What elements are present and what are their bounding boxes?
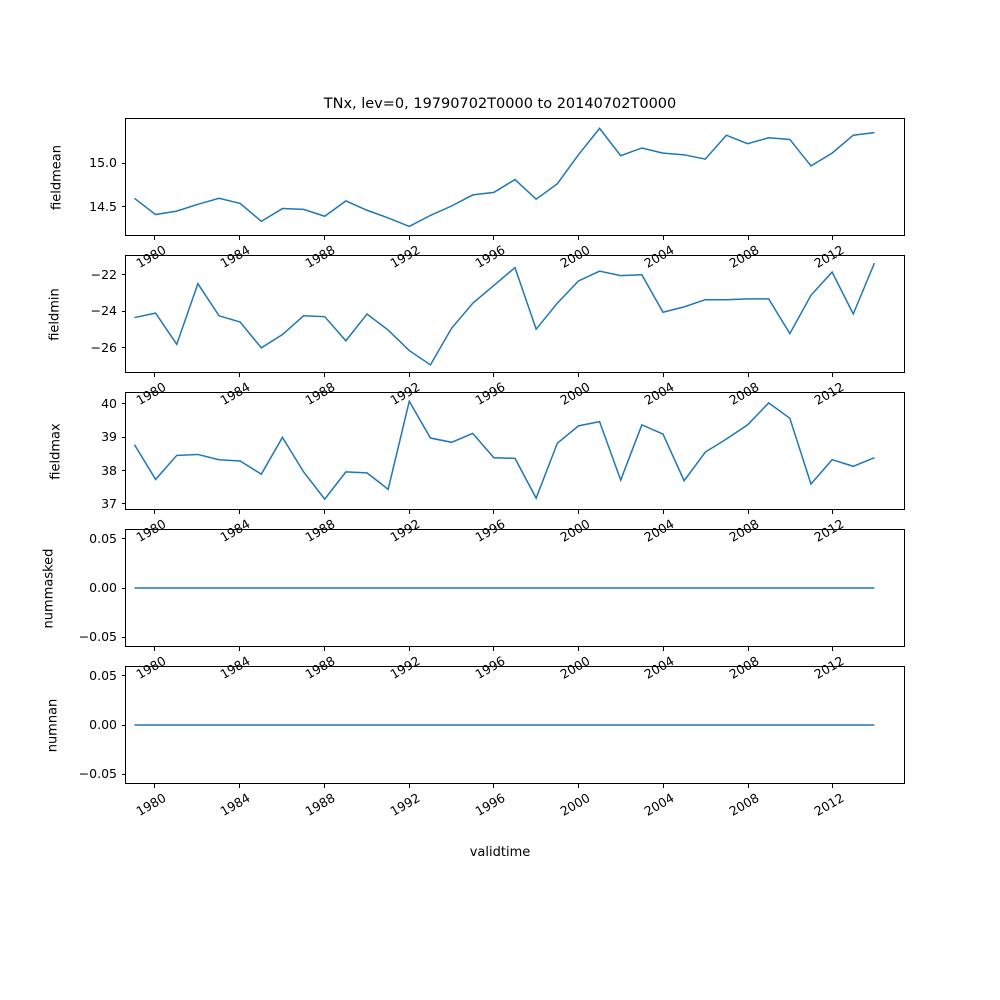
x-tickmark	[663, 647, 664, 651]
x-tickmark	[493, 373, 494, 377]
x-tick-label: 1988	[302, 790, 338, 819]
ylabel-fieldmax: fieldmax	[48, 423, 64, 480]
x-tickmark	[663, 784, 664, 788]
x-tickmark	[154, 373, 155, 377]
y-tickmark	[122, 311, 126, 312]
x-tick-label: 1984	[217, 790, 253, 819]
x-tickmark	[154, 236, 155, 240]
x-tick-label: 1980	[133, 790, 169, 819]
x-tickmark	[578, 784, 579, 788]
x-tickmark	[239, 647, 240, 651]
x-tickmark	[748, 784, 749, 788]
y-tick-label: 0.00	[89, 580, 117, 595]
x-tick-label: 1980	[133, 653, 169, 682]
x-tick-label: 2000	[557, 790, 593, 819]
y-tick-label: −0.05	[78, 629, 117, 645]
x-tick-label: 2004	[641, 379, 677, 408]
x-tick-label: 1992	[387, 516, 423, 545]
x-tickmark	[409, 784, 410, 788]
y-tickmark	[122, 163, 126, 164]
subplot-fieldmean	[125, 118, 905, 236]
xlabel-validtime: validtime	[469, 845, 531, 860]
ylabel-nummasked: nummasked	[41, 548, 57, 629]
x-tickmark	[239, 510, 240, 514]
ylabel-numnan: numnan	[45, 698, 61, 753]
x-tick-label: 2000	[557, 379, 593, 408]
x-tick-label: 1984	[217, 653, 253, 682]
x-tick-label: 2000	[557, 242, 593, 271]
data-line	[134, 263, 874, 365]
x-tickmark	[832, 647, 833, 651]
x-tick-label: 1992	[387, 379, 423, 408]
x-tickmark	[409, 510, 410, 514]
x-tickmark	[832, 236, 833, 240]
data-line	[134, 401, 874, 499]
x-tickmark	[239, 784, 240, 788]
y-tick-label: 40	[101, 395, 117, 411]
x-tick-label: 2008	[726, 790, 762, 819]
x-tick-label: 2012	[811, 516, 847, 545]
y-tickmark	[122, 206, 126, 207]
x-tick-label: 2004	[641, 242, 677, 271]
y-tick-label: 0.00	[89, 717, 117, 732]
y-tick-label: 37	[101, 495, 117, 511]
x-tickmark	[493, 647, 494, 651]
y-tick-label: 0.05	[89, 667, 117, 683]
x-tickmark	[409, 647, 410, 651]
x-tick-label: 2008	[726, 653, 762, 682]
y-tickmark	[122, 274, 126, 275]
x-tick-label: 1988	[302, 653, 338, 682]
x-tickmark	[748, 236, 749, 240]
x-tickmark	[832, 373, 833, 377]
x-tick-label: 1996	[472, 653, 508, 682]
x-tickmark	[578, 647, 579, 651]
x-tickmark	[154, 510, 155, 514]
x-tickmark	[832, 510, 833, 514]
x-tick-label: 1988	[302, 242, 338, 271]
x-tick-label: 1984	[217, 379, 253, 408]
y-tick-label: 15.0	[89, 155, 117, 171]
x-tickmark	[239, 373, 240, 377]
x-tick-label: 1984	[217, 516, 253, 545]
y-tick-label: 0.05	[89, 530, 117, 546]
x-tickmark	[663, 510, 664, 514]
x-tick-label: 2012	[811, 379, 847, 408]
x-tick-label: 1980	[133, 379, 169, 408]
x-tick-label: 1980	[133, 242, 169, 271]
x-tick-label: 2012	[811, 242, 847, 271]
y-tick-label: 39	[101, 429, 117, 445]
y-tick-label: 38	[101, 462, 117, 478]
x-tickmark	[154, 784, 155, 788]
y-tick-label: −26	[90, 339, 117, 355]
x-tick-label: 1988	[302, 516, 338, 545]
x-tickmark	[748, 647, 749, 651]
x-tickmark	[324, 647, 325, 651]
x-tick-label: 2008	[726, 242, 762, 271]
x-tick-label: 1984	[217, 242, 253, 271]
x-tickmark	[832, 784, 833, 788]
y-tick-label: −0.05	[78, 766, 117, 782]
x-tick-label: 2004	[641, 653, 677, 682]
ylabel-fieldmin: fieldmin	[47, 288, 63, 341]
y-tickmark	[122, 437, 126, 438]
x-tick-label: 2012	[811, 790, 847, 819]
data-line	[134, 128, 874, 226]
x-tick-label: 1992	[387, 790, 423, 819]
figure-title: TNx, lev=0, 19790702T0000 to 20140702T0000	[323, 96, 677, 112]
x-tick-label: 1992	[387, 653, 423, 682]
x-tickmark	[578, 510, 579, 514]
x-tick-label: 1980	[133, 516, 169, 545]
x-tick-label: 1996	[472, 790, 508, 819]
x-tick-label: 2012	[811, 653, 847, 682]
x-tickmark	[578, 236, 579, 240]
y-tick-label: 14.5	[89, 198, 117, 214]
x-tickmark	[324, 784, 325, 788]
x-tickmark	[663, 236, 664, 240]
y-tickmark	[122, 347, 126, 348]
x-tickmark	[324, 373, 325, 377]
x-tick-label: 1996	[472, 379, 508, 408]
x-tickmark	[409, 373, 410, 377]
x-tick-label: 2000	[557, 516, 593, 545]
ylabel-fieldmean: fieldmean	[49, 145, 65, 210]
x-tickmark	[154, 647, 155, 651]
x-tick-label: 2008	[726, 516, 762, 545]
y-tickmark	[122, 725, 126, 726]
x-tickmark	[493, 510, 494, 514]
x-tick-label: 1992	[387, 242, 423, 271]
y-tick-label: −22	[90, 266, 117, 282]
y-tickmark	[122, 470, 126, 471]
y-tickmark	[122, 403, 126, 404]
x-tick-label: 2004	[641, 516, 677, 545]
x-tickmark	[493, 784, 494, 788]
x-tick-label: 1988	[302, 379, 338, 408]
x-tick-label: 2004	[641, 790, 677, 819]
x-tickmark	[748, 510, 749, 514]
y-tickmark	[122, 675, 126, 676]
x-tickmark	[578, 373, 579, 377]
x-tick-label: 1996	[472, 516, 508, 545]
y-tick-label: −24	[90, 303, 117, 319]
x-tickmark	[409, 236, 410, 240]
x-tick-label: 2008	[726, 379, 762, 408]
y-tickmark	[122, 774, 126, 775]
x-tick-label: 2000	[557, 653, 593, 682]
x-tickmark	[748, 373, 749, 377]
y-tickmark	[122, 503, 126, 504]
x-tickmark	[493, 236, 494, 240]
x-tick-label: 1996	[472, 242, 508, 271]
y-tickmark	[122, 538, 126, 539]
y-tickmark	[122, 637, 126, 638]
x-tickmark	[324, 236, 325, 240]
y-tickmark	[122, 588, 126, 589]
x-tickmark	[239, 236, 240, 240]
x-tickmark	[324, 510, 325, 514]
x-tickmark	[663, 373, 664, 377]
